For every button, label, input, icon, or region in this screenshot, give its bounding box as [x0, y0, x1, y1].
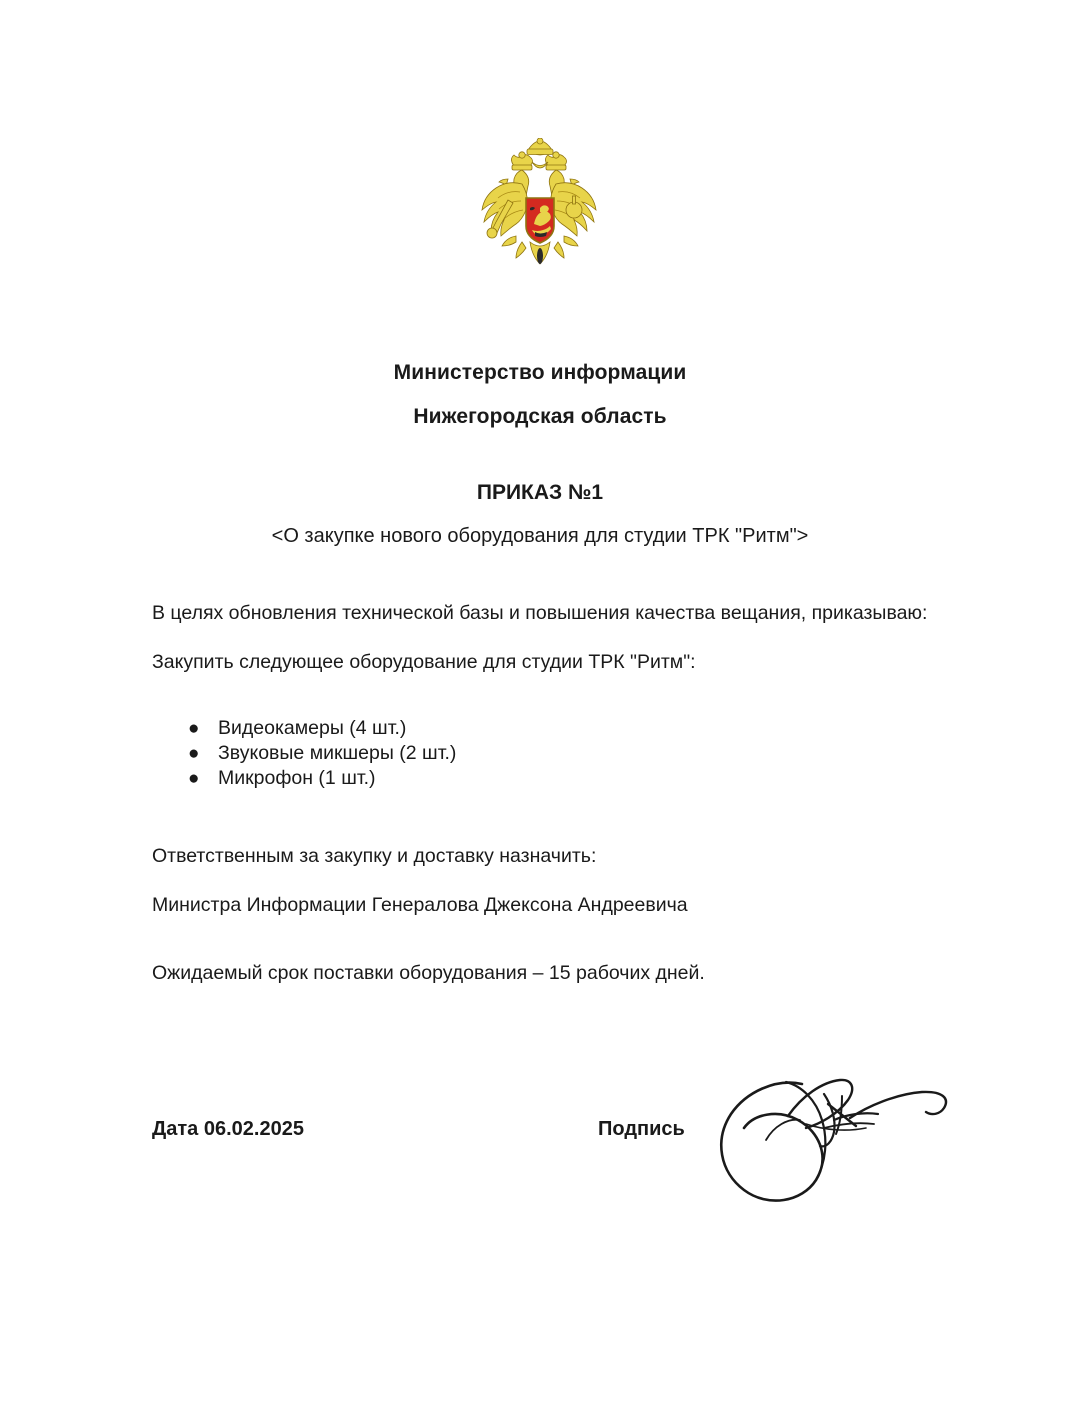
- intro-block: [152, 602, 962, 675]
- bullet-icon: ●: [188, 718, 200, 739]
- document-footer: [152, 1118, 962, 1158]
- responsible-heading: Ответственным за закупку и доставку назначить:: [152, 845, 597, 867]
- delivery-term: Ожидаемый срок поставки оборудования – 15 рабочих дней.: [152, 962, 705, 984]
- page-title: ПРИКАЗ №1: [476, 481, 604, 504]
- list-item-label: Звуковые микшеры (2 шт.): [218, 742, 457, 764]
- signature-label: Подпись: [598, 1118, 685, 1140]
- responsible-person: Министра Информации Генералова Джексона Андреевича: [152, 894, 688, 917]
- instruction-paragraph: Закупить следующее оборудование для студии ТРК "Ритм":: [152, 651, 696, 674]
- responsible-block: [152, 845, 962, 918]
- intro-paragraph: В целях обновления технической базы и повышения качества вещания, приказываю:: [152, 602, 928, 624]
- region-name: Нижегородская область: [413, 405, 667, 428]
- list-item: [188, 766, 888, 791]
- ministry-name: Министерство информации: [393, 361, 687, 384]
- list-item: [188, 741, 888, 766]
- order-subject: <О закупке нового оборудования для студии ТРК "Ритм">: [271, 525, 809, 547]
- emblem-container: [0, 138, 1080, 289]
- organisation-header: [0, 362, 1080, 427]
- list-item-label: Микрофон (1 шт.): [218, 767, 376, 789]
- date-label: Дата 06.02.2025: [152, 1118, 304, 1140]
- list-item: [188, 716, 888, 741]
- delivery-block: [152, 962, 962, 985]
- bullet-icon: ●: [188, 743, 200, 764]
- list-item-label: Видеокамеры (4 шт.): [218, 717, 407, 739]
- equipment-list: [188, 716, 888, 791]
- bullet-icon: ●: [188, 768, 200, 789]
- russian-coat-of-arms-emblem: [478, 138, 602, 284]
